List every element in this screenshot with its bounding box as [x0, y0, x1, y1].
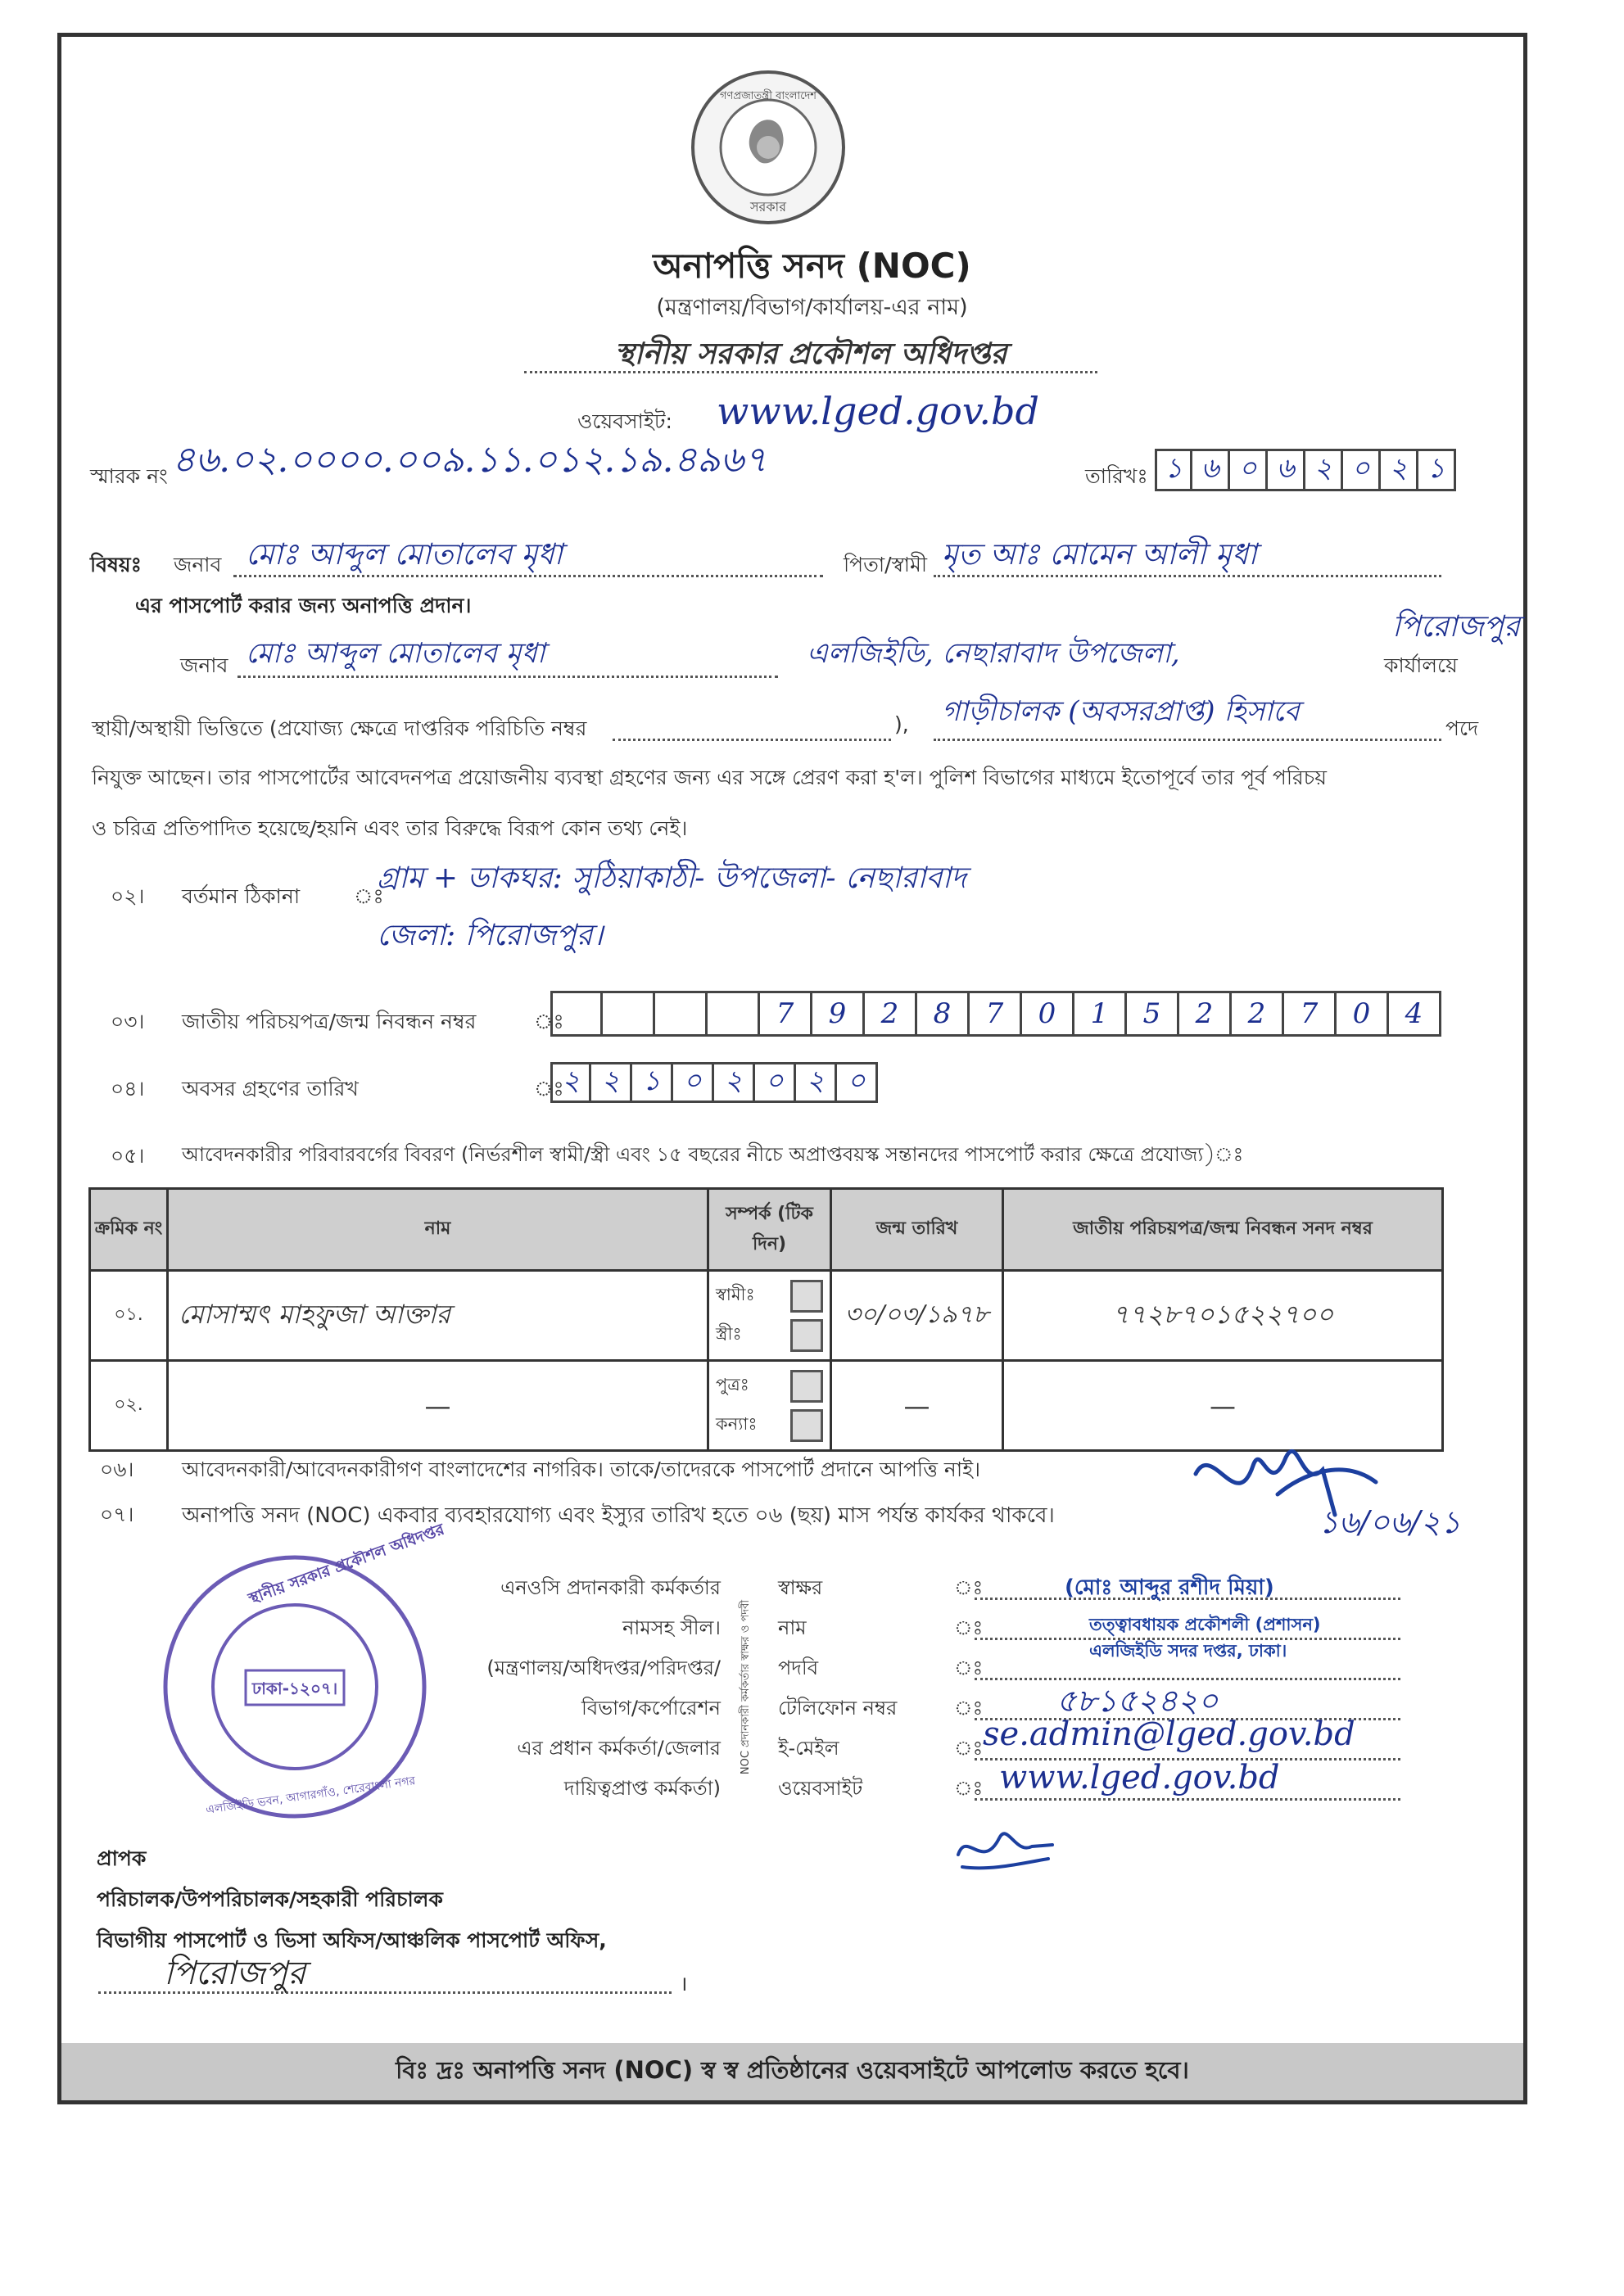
officer-block-line: (মন্ত্রণালয়/অধিদপ্তর/পরিদপ্তর/: [486, 1656, 721, 1679]
nid-digit: [708, 991, 760, 1037]
janab-label-2: জনাব: [180, 653, 228, 677]
nid-digit: 7: [760, 991, 812, 1037]
item-02-number: ০২।: [111, 884, 145, 908]
para-line-3: নিযুক্ত আছেন। তার পাসপোর্টের আবেদনপত্র প্রয়োজনীয় ব্যবস্থা গ্রহণের জন্য এর সঙ্গে প্রেরণ করা হ'ল। পুলিশ বিভাগের মাধ্যমে ইতোপূর্বে তার পূর্ব পরিচয়: [92, 766, 1328, 789]
stamp-middle-text: ঢাকা-১২০৭।: [251, 1679, 338, 1698]
checkbox-husband[interactable]: [790, 1280, 823, 1313]
retire-digit: ০: [673, 1062, 714, 1103]
office-hand-district: পিরোজপুর: [1392, 610, 1520, 644]
date-digit: ২: [1305, 449, 1343, 491]
row-dob: ৩০/০৩/১৯৭৮: [831, 1271, 1003, 1361]
checkbox-daughter[interactable]: [790, 1409, 823, 1442]
field-label-sign: স্বাক্ষর: [778, 1576, 823, 1599]
field-colon: ঃ: [954, 1777, 984, 1800]
post-suffix: পদে: [1445, 716, 1479, 740]
row-nid: —: [1003, 1361, 1443, 1451]
item-03-label: জাতীয় পরিচয়পত্র/জন্ম নিবন্ধন নম্বর: [182, 1010, 477, 1033]
officer-block-line: বিভাগ/কর্পোরেশন: [581, 1697, 721, 1720]
item-06-text: আবেদনকারী/আবেদনকারীগণ বাংলাদেশের নাগরিক। তাকে/তাদেরকে পাসপোর্ট প্রদানে আপত্তি নাই।: [182, 1458, 981, 1481]
item-04-label: অবসর গ্রহণের তারিখ: [182, 1077, 359, 1101]
para-line-1: এর পাসপোর্ট করার জন্য অনাপত্তি প্রদান।: [135, 594, 472, 617]
header-dob: জন্ম তারিখ: [831, 1189, 1003, 1271]
header-relation: সম্পর্ক (টিক দিন): [708, 1189, 831, 1271]
row-name: মোসাম্মৎ মাহফুজা আক্তার: [168, 1271, 708, 1361]
retire-digit: ০: [837, 1062, 878, 1103]
item-02-label: বর্তমান ঠিকানা: [182, 884, 301, 908]
item-02-colon: ঃ: [354, 884, 384, 908]
officer-block-line: এর প্রধান কর্মকর্তা/জেলার: [517, 1737, 721, 1760]
recipient-label: প্রাপক: [97, 1846, 147, 1870]
officer-block-line: দায়িত্বপ্রাপ্ত কর্মকর্তা): [563, 1777, 721, 1800]
nid-digit: 0: [1022, 991, 1074, 1037]
retire-boxes: [550, 1062, 878, 1103]
nid-digit: 1: [1074, 991, 1127, 1037]
row-name: —: [168, 1361, 708, 1451]
date-digit: ৬: [1268, 449, 1305, 491]
retire-digit: ২: [591, 1062, 632, 1103]
nid-digit: [603, 991, 655, 1037]
applicant-name-2: মোঃ আব্দুল মোতালেব মৃধা: [246, 637, 545, 670]
date-digit: ৬: [1192, 449, 1230, 491]
field-label-name: নাম: [778, 1616, 807, 1639]
item-04-number: ০৪।: [111, 1077, 145, 1101]
relation-label-a: স্বামীঃ: [716, 1285, 755, 1304]
office-hand: এলজিইডি, নেছারাবাদ উপজেলা,: [807, 637, 1180, 670]
retire-digit: ০: [755, 1062, 796, 1103]
header-serial: ক্রমিক নং: [90, 1189, 168, 1271]
applicant-name: মোঃ আব্দুল মোতালেব মৃধা: [246, 538, 563, 572]
officer-email: se.admin@lged.gov.bd: [983, 1715, 1355, 1753]
nid-digit: 8: [917, 991, 970, 1037]
recipient-line-2: বিভাগীয় পাসপোর্ট ও ভিসা অফিস/আঞ্চলিক পাসপোর্ট অফিস,: [97, 1928, 607, 1952]
nid-digit: 2: [1232, 991, 1284, 1037]
header-nid: জাতীয় পরিচয়পত্র/জন্ম নিবন্ধন সনদ নম্বর: [1003, 1189, 1443, 1271]
retire-digit: ২: [714, 1062, 755, 1103]
post-hand: গাড়ীচালক (অবসরপ্রাপ্ত) হিসাবে: [942, 695, 1300, 728]
field-colon: ঃ: [954, 1737, 984, 1760]
website-label: ওয়েবসাইট:: [577, 409, 672, 433]
officer-name: (মোঃ আব্দুর রশীদ মিয়া): [1065, 1575, 1274, 1600]
date-digit: ১: [1418, 449, 1456, 491]
nid-digit: 7: [970, 991, 1022, 1037]
row-dob: —: [831, 1361, 1003, 1451]
office-name: স্থানীয় সরকার প্রকৌশল অধিদপ্তর: [614, 337, 1007, 371]
document-title: অনাপত্তি সনদ (NOC): [653, 246, 971, 286]
header-name: নাম: [168, 1189, 708, 1271]
footer-note: বিঃ দ্রঃ অনাপত্তি সনদ (NOC) স্ব স্ব প্রতিষ্ঠানের ওয়েবসাইটে আপলোড করতে হবে।: [61, 2043, 1523, 2100]
memo-number: ৪৬.০২.০০০০.০০৯.১১.০১২.১৯.৪৯৬৭: [172, 439, 767, 481]
nid-boxes: [550, 991, 1441, 1037]
item-03-number: ০৩।: [111, 1010, 145, 1033]
retire-digit: ২: [796, 1062, 837, 1103]
row-nid: ৭৭২৮৭০১৫২২৭০০: [1003, 1271, 1443, 1361]
document-subtitle: (মন্ত্রণালয়/বিভাগ/কার্যালয়-এর নাম): [656, 295, 968, 320]
date-label: তারিখঃ: [1085, 464, 1148, 488]
checkbox-wife[interactable]: [790, 1319, 823, 1352]
nid-digit: 5: [1127, 991, 1179, 1037]
nid-digit: 2: [1179, 991, 1232, 1037]
relation-label-b: স্ত্রীঃ: [716, 1324, 742, 1344]
relation-label-b: কন্যাঃ: [716, 1414, 758, 1434]
item-03-colon: ঃ: [534, 1010, 564, 1033]
signature-date: ১৬/০৬/২১: [1319, 1504, 1461, 1540]
subject-label: বিষয়ঃ: [90, 553, 142, 576]
retire-digit: ১: [632, 1062, 673, 1103]
officer-block-line: এনওসি প্রদানকারী কর্মকর্তার: [500, 1576, 721, 1599]
item-04-colon: ঃ: [534, 1077, 564, 1101]
nid-digit: 7: [1284, 991, 1337, 1037]
stamp-bottom-text: এলজিইডি ভবন, আগারগাঁও, শেরেবাংলা নগর: [205, 1774, 417, 1817]
officer-office: এলজিইডি সদর দপ্তর, ঢাকা।: [1089, 1641, 1287, 1661]
nid-digit: 9: [812, 991, 865, 1037]
checkbox-son[interactable]: [790, 1370, 823, 1403]
item-07-text: অনাপত্তি সনদ (NOC) একবার ব্যবহারযোগ্য এবং ইস্যুর তারিখ হতে ০৬ (ছয়) মাস পর্যন্ত কার্যকর থাকবে।: [182, 1503, 1055, 1528]
officer-block-line: নামসহ সীল।: [622, 1616, 721, 1639]
row-relation: [708, 1361, 831, 1451]
field-colon: ঃ: [954, 1576, 984, 1599]
row-serial: ০২.: [90, 1361, 168, 1451]
seal-top-text: গণপ্রজাতন্ত্রী বাংলাদেশ: [720, 90, 817, 102]
stamp-top-text: স্থানীয় সরকার প্রকৌশল অধিদপ্তর: [246, 1520, 447, 1608]
row-relation: [708, 1271, 831, 1361]
para-line-4: ও চরিত্র প্রতিপাদিত হয়েছে/হয়নি এবং তার বিরুদ্ধে বিরূপ কোন তথ্য নেই।: [92, 816, 688, 840]
table-row: [90, 1271, 1443, 1361]
nid-digit: 2: [865, 991, 917, 1037]
nid-digit: 4: [1389, 991, 1441, 1037]
nid-digit: [550, 991, 603, 1037]
office-suffix: কার্যালয়ে: [1384, 653, 1458, 677]
memo-label: স্মারক নং: [90, 464, 168, 488]
field-label-email: ই-মেইল: [778, 1737, 839, 1760]
nid-digit: 0: [1337, 991, 1389, 1037]
item-05-number: ০৫।: [111, 1144, 145, 1168]
status-close: ),: [894, 712, 909, 736]
seal-bottom-text: সরকার: [749, 199, 786, 215]
date-digit: ১: [1155, 449, 1192, 491]
field-colon: ঃ: [954, 1616, 984, 1639]
relation-label-a: পুত্রঃ: [716, 1375, 749, 1394]
family-table: [88, 1187, 1444, 1452]
recipient-city: পিরোজপুর: [164, 1955, 306, 1992]
field-label-phone: টেলিফোন নম্বর: [778, 1697, 898, 1720]
status-prefix: স্থায়ী/অস্থায়ী ভিত্তিতে (প্রযোজ্য ক্ষেত্রে দাপ্তরিক পরিচিতি নম্বর: [92, 716, 587, 740]
field-label-web: ওয়েবসাইট: [778, 1777, 863, 1800]
field-colon: ঃ: [954, 1697, 984, 1720]
nid-digit: [655, 991, 708, 1037]
recipient-end: ।: [680, 1972, 688, 1995]
date-boxes: [1155, 449, 1456, 491]
retire-digit: ২: [550, 1062, 591, 1103]
recipient-line-1: পরিচালক/উপপরিচালক/সহকারী পরিচালক: [97, 1887, 443, 1911]
father-name: মৃত আঃ মোমেন আলী মৃধা: [942, 538, 1257, 572]
website-value: www.lged.gov.bd: [717, 389, 1039, 433]
initial-signature-icon: [950, 1814, 1065, 1879]
officer-title: তত্ত্বাবধায়ক প্রকৌশলী (প্রশাসন): [1089, 1615, 1321, 1634]
date-digit: ০: [1343, 449, 1381, 491]
item-07-number: ০৭।: [100, 1503, 134, 1526]
item-06-number: ০৬।: [100, 1458, 134, 1481]
field-colon: ঃ: [954, 1656, 984, 1679]
date-digit: ০: [1230, 449, 1268, 491]
janab-label: জনাব: [174, 553, 222, 576]
date-digit: ২: [1381, 449, 1418, 491]
field-labels: [778, 1568, 897, 1809]
officer-website: www.lged.gov.bd: [999, 1759, 1280, 1797]
address-line-2: জেলা: পিরোজপুর।: [377, 919, 604, 952]
table-header-row: [90, 1189, 1443, 1271]
item-05-text: আবেদনকারীর পরিবারবর্গের বিবরণ (নির্ভরশীল স্বামী/স্ত্রী এবং ১৫ বছরের নীচে অপ্রাপ্তবয়স্ক সন্তানদের পাসপোর্ট করার ক্ষেত্রে প্রযোজ্য)ঃ: [182, 1143, 1244, 1166]
field-label-designation: পদবি: [778, 1656, 819, 1679]
officer-phone: ৫৮১৫২৪২০: [1056, 1683, 1219, 1719]
officer-block: [442, 1568, 721, 1809]
vertical-note: NOC প্রদানকারী কর্মকর্তার স্বাক্ষর ও পদবী: [740, 1599, 753, 1774]
row-serial: ০১.: [90, 1271, 168, 1361]
address-line-1: গ্রাম + ডাকঘর: সুঠিয়াকাঠী- উপজেলা- নেছারাবাদ: [377, 861, 966, 895]
father-label: পিতা/স্বামী: [844, 553, 928, 576]
